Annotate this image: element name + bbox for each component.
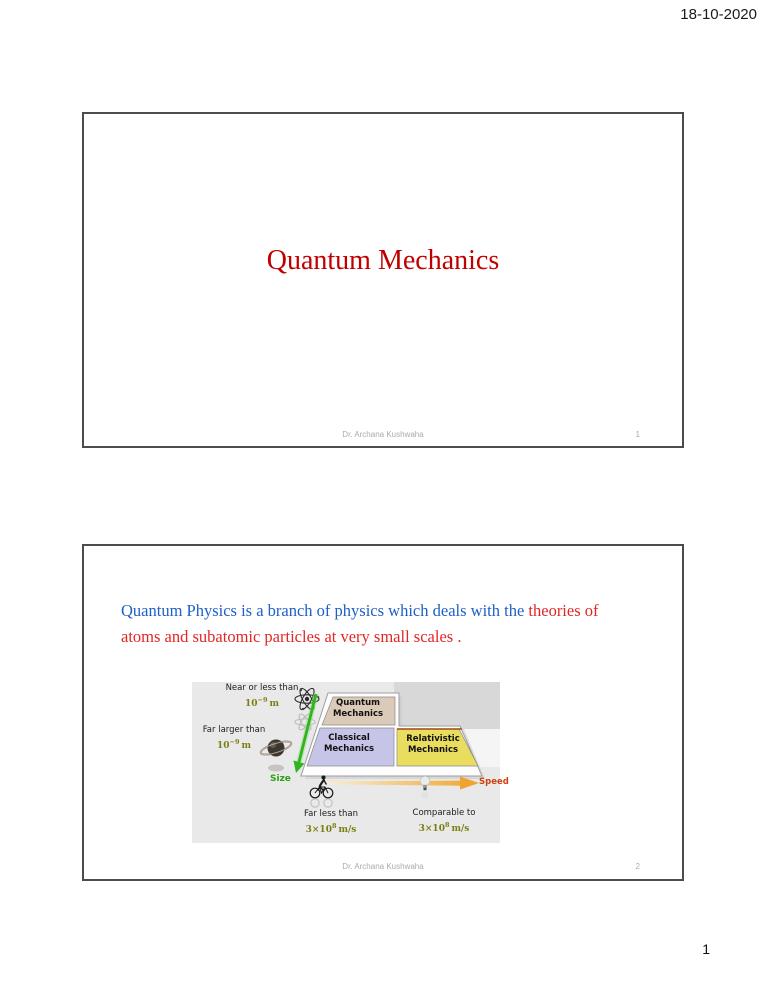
paragraph-blue-text: Quantum Physics is a branch of physics which deals with the <box>121 601 529 620</box>
mechanics-diagram <box>192 682 509 843</box>
paragraph-line-1 <box>121 598 599 624</box>
paragraph-red-text-1: theories of <box>528 601 599 620</box>
diagram-background-block <box>394 682 500 729</box>
document-page-number: 1 <box>702 941 710 957</box>
near-value: $10^{-9}$ m <box>244 696 280 709</box>
near-label: Near or less than <box>225 683 299 693</box>
classical-mechanics-label: Classical Mechanics <box>323 733 375 754</box>
slide-1-footer: Dr. Archana Kushwaha <box>342 430 424 439</box>
slide-1-number: 1 <box>635 430 640 439</box>
relativistic-mechanics-label: Relativistic Mechanics <box>406 734 460 755</box>
far-less-value: $3\times 10^8$ m/s <box>305 822 357 835</box>
comparable-label-group <box>402 808 486 835</box>
far-larger-label-group <box>192 725 276 752</box>
near-label-group <box>218 683 306 710</box>
slide-1 <box>82 112 684 448</box>
slide-2 <box>82 544 684 881</box>
slide-1-title: Quantum Mechanics <box>266 245 500 276</box>
size-axis-label: Size <box>270 774 291 784</box>
planet-reflection <box>268 765 284 772</box>
comparable-label: Comparable to <box>412 808 476 818</box>
comparable-value: $3\times 10^8$ m/s <box>418 821 470 834</box>
far-larger-value: $10^{-9}$ m <box>216 738 252 751</box>
paragraph-red-text-2: atoms and subatomic particles at very small scales . <box>121 627 462 646</box>
paragraph-line-2 <box>121 624 599 650</box>
slide-2-footer: Dr. Archana Kushwaha <box>342 862 424 871</box>
document-date: 18-10-2020 <box>680 6 757 23</box>
slide-2-paragraph <box>121 598 599 650</box>
far-larger-label: Far larger than <box>202 725 266 735</box>
slide-2-number: 2 <box>635 862 640 871</box>
far-less-label-group <box>289 809 373 836</box>
far-less-label: Far less than <box>304 809 358 819</box>
speed-axis-label: Speed <box>479 777 509 787</box>
quantum-mechanics-label: Quantum Mechanics <box>332 698 384 719</box>
